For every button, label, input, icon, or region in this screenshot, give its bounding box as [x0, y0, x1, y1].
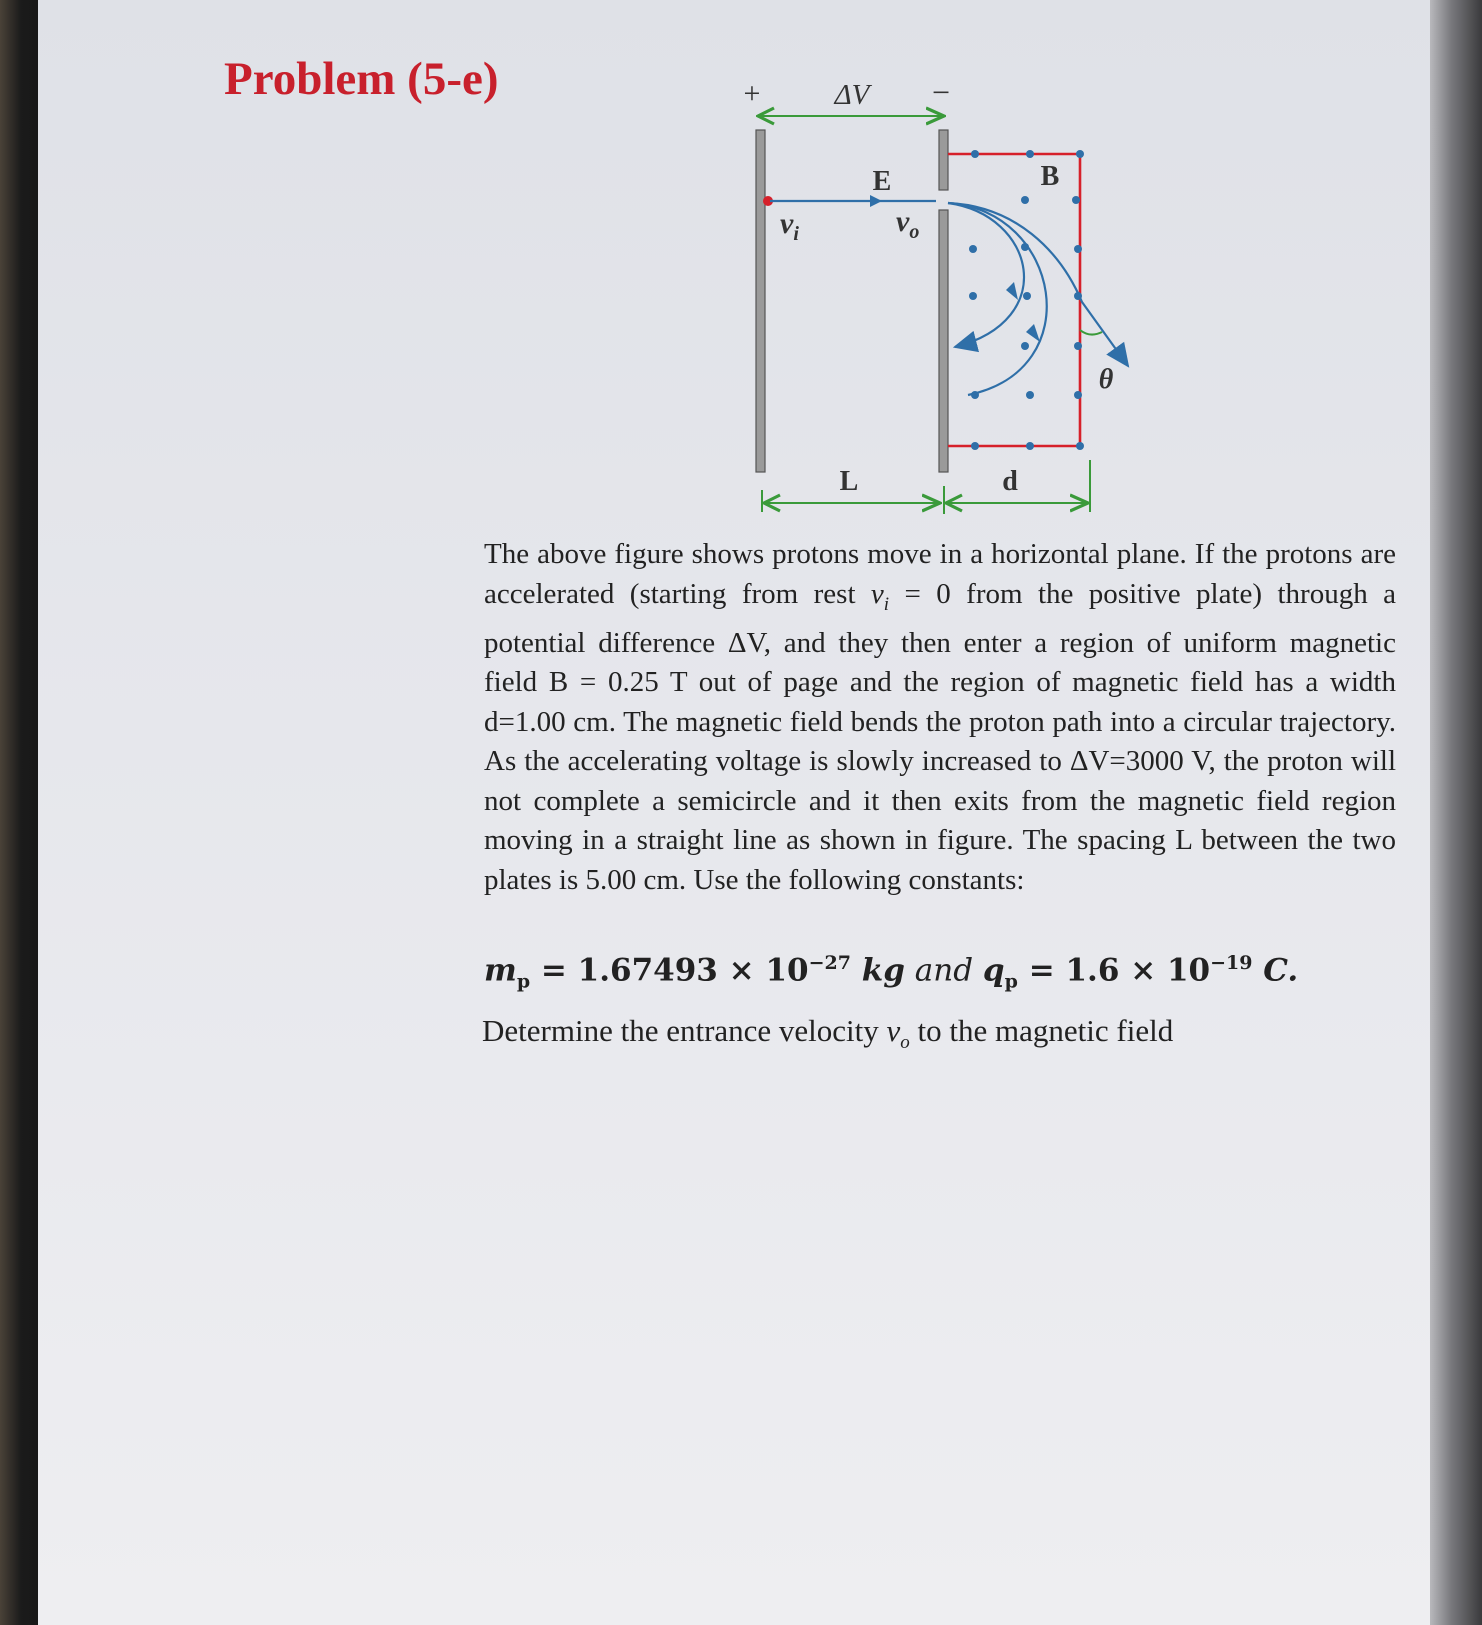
positive-plate — [756, 130, 765, 472]
trajectory-arrow-medium — [1026, 324, 1040, 342]
negative-plate-lower — [939, 210, 948, 472]
problem-statement: The above figure shows protons move in a horizontal plane. If the protons are accelerated (starting from rest $v_i = 0$ from the positive plate) through a potential difference ΔV, and they then enter a region of uniform magnetic field B = 0.25 T out of page and the region of magnetic field has a width d=1.00 cm. The magnetic field bends the proton path into a circular trajectory. As the accelerating voltage is slowly increased to ΔV=3000 V, the proton will not complete a semicircle and it then exits from the magnetic field region moving in a straight line as shown in figure. The spacing L between the two plates is 5.00 cm. Use the following constants: — [484, 538, 1396, 896]
l-label: L — [839, 466, 859, 497]
trajectory-medium — [948, 203, 1047, 395]
vi-label: $v_i$ — [780, 207, 799, 245]
negative-plate-upper — [939, 130, 948, 190]
delta-v-label: ΔV — [834, 79, 870, 111]
minus-sign: − — [931, 74, 951, 110]
question-text: Determine the entrance velocity $v_o$ to the magnetic field — [482, 1013, 1174, 1054]
plus-sign: + — [743, 77, 761, 110]
field-region-boundary — [948, 154, 1080, 446]
trajectory-exit — [948, 203, 1128, 366]
b-label: B — [1040, 161, 1060, 192]
problem-title: Problem (5-e) — [224, 53, 499, 105]
trajectory-arrow-small — [1006, 282, 1018, 300]
theta-label: θ — [1098, 364, 1114, 395]
d-label: d — [1002, 466, 1018, 497]
vo-label: $v_o$ — [896, 205, 920, 243]
trajectory-small — [948, 203, 1024, 347]
constants-formula: $m_p = 1.67493 \times 10^{-27}$ kg and $q_p = 1.6 \times 10^{-19}$ C. — [484, 952, 1299, 993]
theta-arc — [1080, 330, 1102, 335]
field-dots — [969, 150, 1084, 450]
e-label: E — [872, 166, 892, 197]
